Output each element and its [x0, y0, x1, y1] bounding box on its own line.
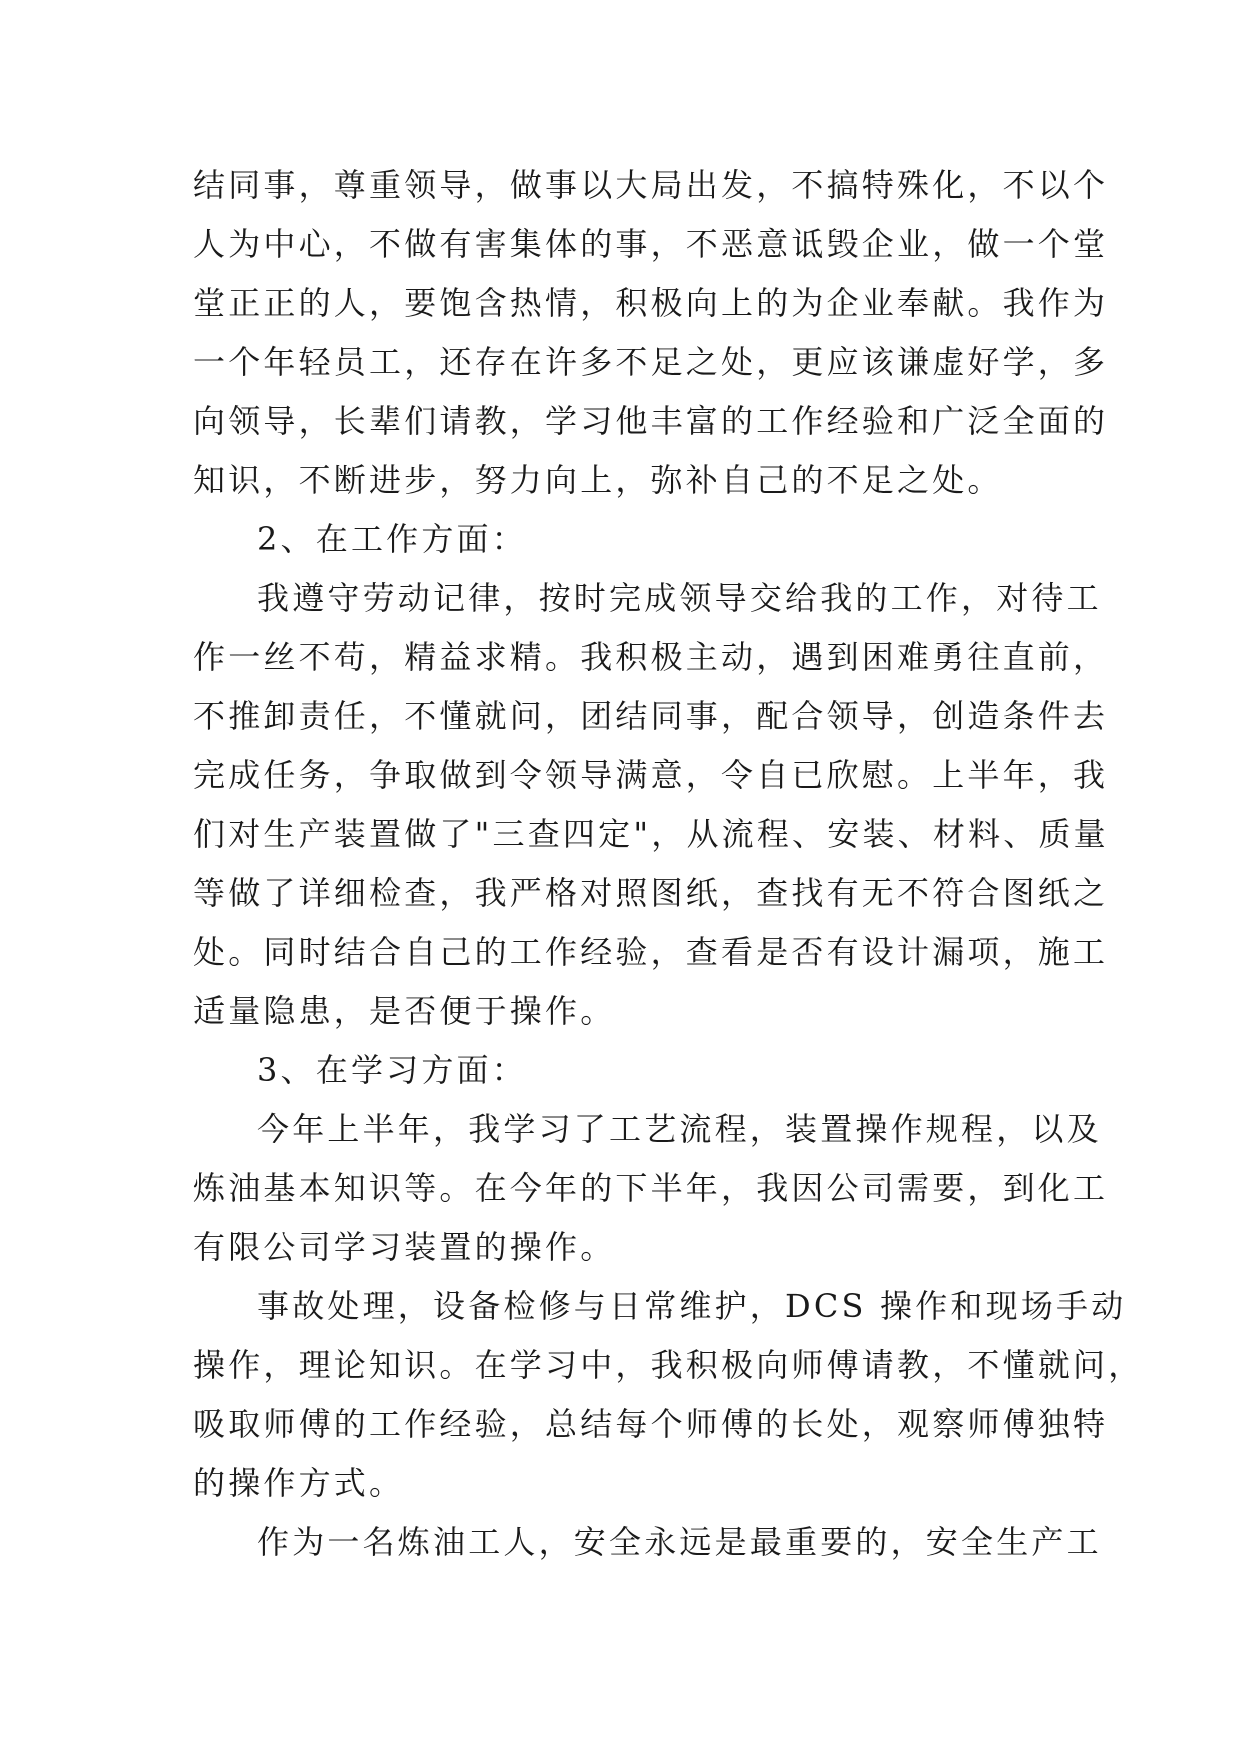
text-line: 不推卸责任，不懂就问，团结同事，配合领导，创造条件去	[193, 697, 1109, 735]
text-line: 堂正正的人，要饱含热情，积极向上的为企业奉献。我作为	[193, 284, 1109, 322]
text-line: 完成任务，争取做到令领导满意，令自已欣慰。上半年，我	[193, 756, 1109, 794]
text-line: 作一丝不苟，精益求精。我积极主动，遇到困难勇往直前，	[193, 638, 1109, 676]
text-line: 知识，不断进步，努力向上，弥补自己的不足之处。	[193, 461, 1003, 499]
text-line: 处。同时结合自己的工作经验，查看是否有设计漏项，施工	[193, 933, 1109, 971]
text-line: 等做了详细检查，我严格对照图纸，查找有无不符合图纸之	[193, 874, 1109, 912]
paragraph-start: 我遵守劳动记律，按时完成领导交给我的工作，对待工	[257, 579, 1102, 617]
section-heading-study: 3、在学习方面：	[257, 1051, 527, 1089]
text-line: 适量隐患，是否便于操作。	[193, 992, 616, 1030]
text-line: 吸取师傅的工作经验，总结每个师傅的长处，观察师傅独特	[193, 1405, 1109, 1443]
document-body	[193, 156, 1144, 1572]
text-line: 操作，理论知识。在学习中，我积极向师傅请教，不懂就问，	[193, 1346, 1144, 1384]
section-heading-work: 2、在工作方面：	[257, 520, 527, 558]
paragraph-start: 作为一名炼油工人，安全永远是最重要的，安全生产工	[257, 1523, 1102, 1561]
text-line: 炼油基本知识等。在今年的下半年，我因公司需要，到化工	[193, 1169, 1109, 1207]
text-line: 一个年轻员工，还存在许多不足之处，更应该谦虚好学，多	[193, 343, 1109, 381]
text-line: 们对生产装置做了"三查四定"，从流程、安装、材料、质量	[193, 815, 1109, 853]
text-line: 有限公司学习装置的操作。	[193, 1228, 616, 1266]
paragraph-start: 事故处理，设备检修与日常维护，DCS 操作和现场手动	[257, 1287, 1127, 1325]
text-line: 的操作方式。	[193, 1464, 405, 1502]
paragraph-start: 今年上半年，我学习了工艺流程，装置操作规程，以及	[257, 1110, 1102, 1148]
text-line: 向领导，长辈们请教，学习他丰富的工作经验和广泛全面的	[193, 402, 1109, 440]
text-line: 结同事，尊重领导，做事以大局出发，不搞特殊化，不以个	[193, 166, 1109, 204]
text-line: 人为中心，不做有害集体的事，不恶意诋毁企业，做一个堂	[193, 225, 1109, 263]
